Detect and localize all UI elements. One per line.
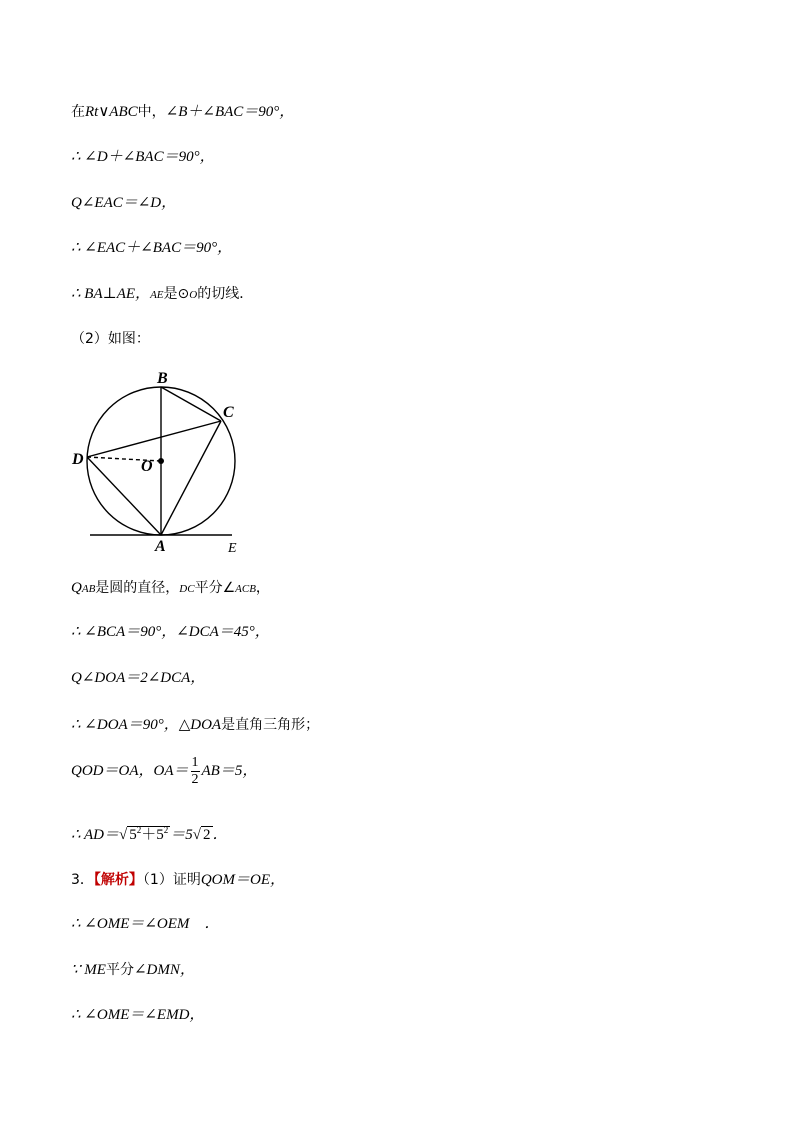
line-16: ∴ ∠OME＝∠EMD， — [71, 1007, 205, 1023]
line-12: ∴ AD＝√ $5^2+5^2 =5√$ 2 ． — [71, 825, 228, 843]
line-6: （2）如图： — [71, 331, 150, 347]
label-o: O — [141, 458, 153, 475]
line-15: ∵ ME平分∠DMN， — [71, 962, 195, 978]
line-8: ∴ ∠BCA＝90°，∠DCA＝45°， — [71, 624, 270, 640]
label-c: C — [223, 404, 234, 421]
line-13: 3．【解析】（1）证明QOM＝OE， — [71, 872, 285, 888]
segment-dc — [87, 421, 221, 457]
label-a: A — [155, 538, 166, 555]
fraction-half: $\frac{1}{2}$ — [191, 755, 199, 788]
line-14: ∴ ∠OME＝∠OEM ． — [71, 916, 220, 932]
radical-sum: $5^2+5^2$ — [129, 825, 169, 843]
line-4: ∴ ∠EAC＋∠BAC＝90°， — [71, 240, 233, 256]
line-7: QAB是圆的直径，DC平分∠ACB， — [71, 580, 270, 596]
line-3: Q∠EAC＝∠D， — [71, 195, 177, 211]
radical-two: 2 — [203, 827, 211, 843]
circle-figure — [70, 365, 250, 560]
label-d: D — [72, 451, 84, 468]
line-9: Q∠DOA＝2∠DCA， — [71, 670, 206, 686]
line-5: ∴ BA⊥AE，AE是⊙O的切线． — [71, 286, 254, 302]
segment-ca — [161, 421, 221, 535]
label-b: B — [157, 370, 168, 387]
label-e: E — [228, 541, 237, 556]
line-11: QOD＝OA，OA＝ $\frac{1}{2}$ AB＝5， — [71, 755, 258, 788]
analysis-tag: 【解析】 — [93, 872, 143, 888]
center-point — [158, 458, 164, 464]
segment-bc — [161, 387, 221, 421]
line-10: ∴ ∠DOA＝90°，△DOA是直角三角形； — [71, 717, 320, 733]
line-1: 在Rt∨ABC中，∠B＋∠BAC＝90°， — [71, 104, 295, 120]
line-2: ∴ ∠D＋∠BAC＝90°， — [71, 149, 215, 165]
